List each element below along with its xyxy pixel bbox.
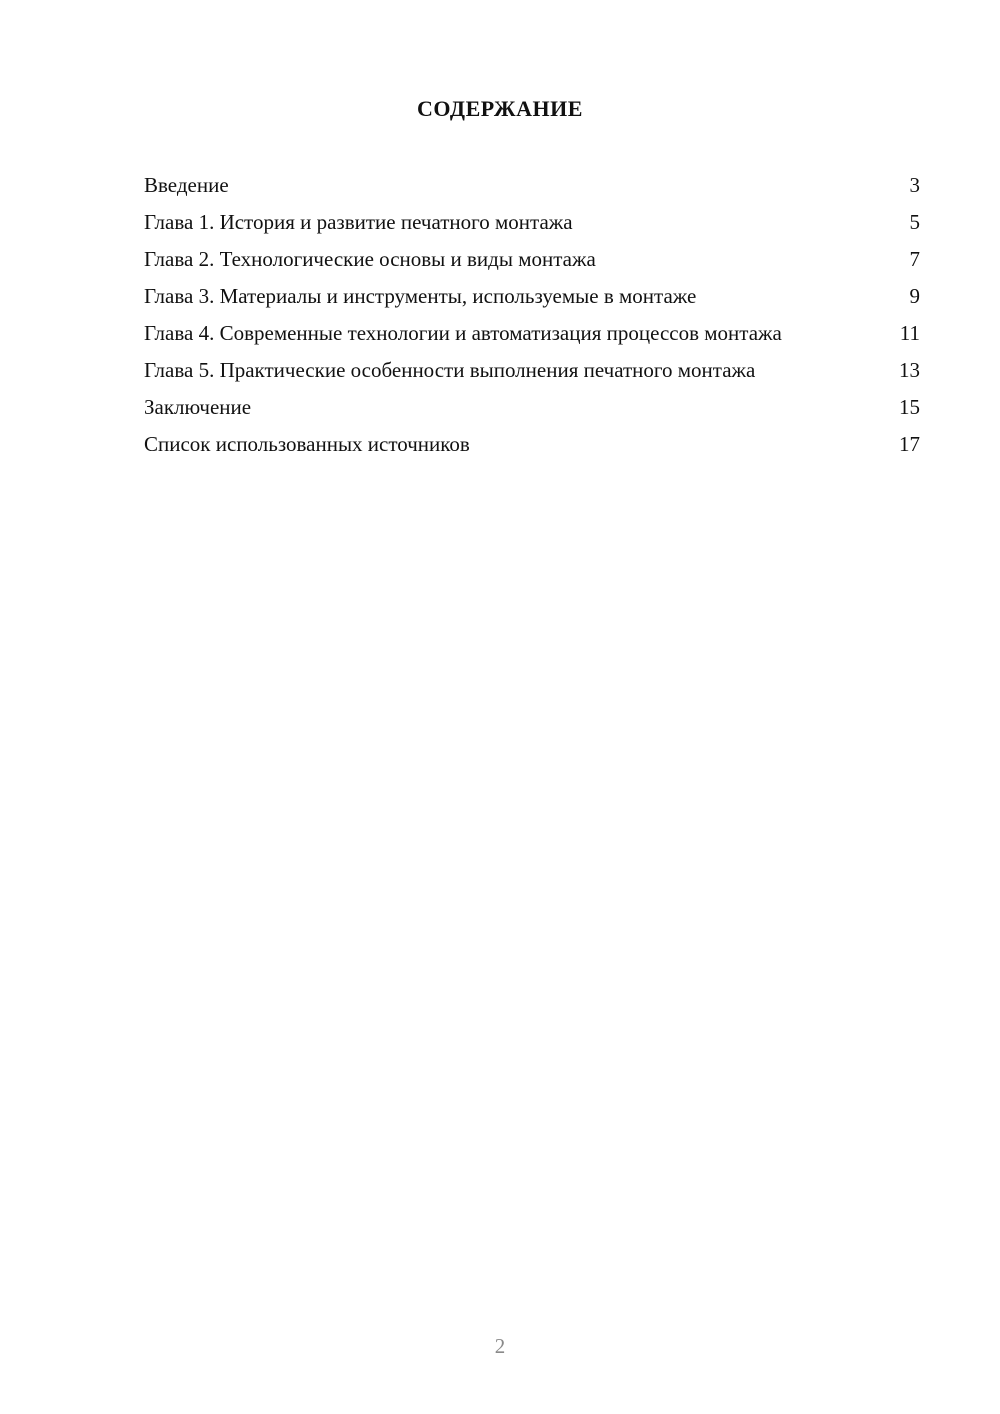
toc-entry bbox=[144, 357, 920, 383]
toc-entry-label: Введение bbox=[144, 173, 229, 197]
page-title: СОДЕРЖАНИЕ bbox=[417, 96, 583, 121]
toc-entry bbox=[144, 283, 920, 309]
toc-entry-label: Глава 2. Технологические основы и виды монтажа bbox=[144, 247, 596, 271]
toc-entry-page: 3 bbox=[909, 173, 920, 197]
table-of-contents bbox=[144, 172, 920, 468]
toc-entry-label: Глава 5. Практические особенности выполнения печатного монтажа bbox=[144, 358, 756, 382]
toc-entry-page: 7 bbox=[909, 247, 920, 271]
toc-entry-label: Глава 3. Материалы и инструменты, используемые в монтаже bbox=[144, 284, 697, 308]
toc-entry bbox=[144, 172, 920, 198]
page-number: 2 bbox=[494, 1334, 506, 1358]
toc-entry-page: 5 bbox=[909, 210, 920, 234]
toc-entry bbox=[144, 209, 920, 235]
toc-entry-page: 15 bbox=[899, 395, 920, 419]
toc-entry-page: 9 bbox=[909, 284, 920, 308]
toc-entry-page: 17 bbox=[899, 432, 920, 456]
toc-entry bbox=[144, 246, 920, 272]
toc-entry-page: 13 bbox=[899, 358, 920, 382]
toc-entry-label: Список использованных источников bbox=[144, 432, 470, 456]
toc-entry-label: Заключение bbox=[144, 395, 252, 419]
toc-entry bbox=[144, 431, 920, 457]
toc-entry-label: Глава 4. Современные технологии и автоматизация процессов монтажа bbox=[144, 321, 782, 345]
toc-entry bbox=[144, 394, 920, 420]
toc-entry-label: Глава 1. История и развитие печатного монтажа bbox=[144, 210, 573, 234]
toc-entry-page: 11 bbox=[899, 321, 920, 345]
toc-entry bbox=[144, 320, 920, 346]
